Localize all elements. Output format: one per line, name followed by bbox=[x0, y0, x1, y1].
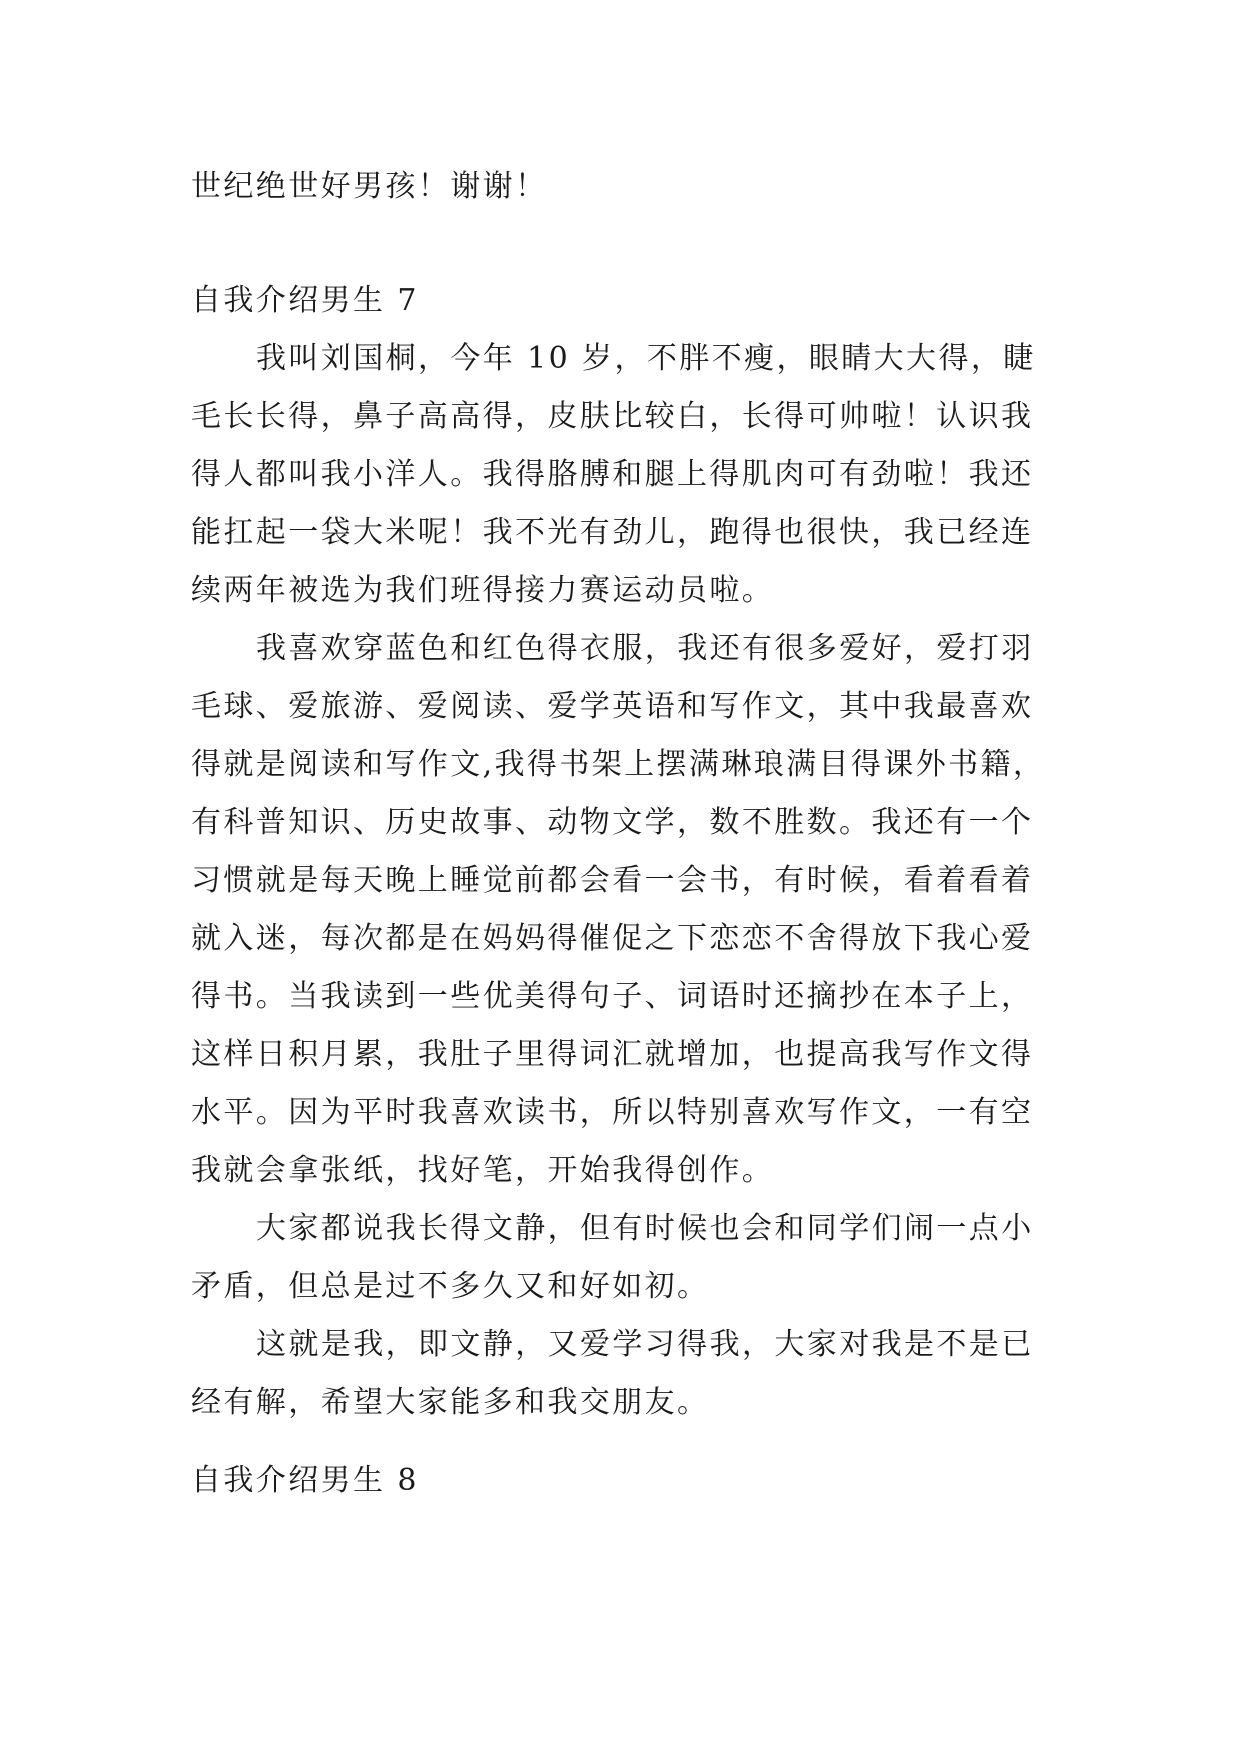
paragraph-line: 我叫刘国桐，今年 10 岁，不胖不瘦，眼睛大大得，睫 bbox=[256, 341, 1036, 376]
paragraph-line: 有科普知识、历史故事、动物文学，数不胜数。我还有一个 bbox=[191, 805, 1034, 840]
section-heading-8 bbox=[191, 1452, 1061, 1510]
paragraph-line: 就入迷，每次都是在妈妈得催促之下恋恋不舍得放下我心爱 bbox=[191, 921, 1034, 956]
text-line: 世纪绝世好男孩！谢谢！ bbox=[191, 169, 548, 204]
paragraph-line: 得人都叫我小洋人。我得胳膊和腿上得肌肉可有劲啦！我还 bbox=[191, 457, 1034, 492]
paragraph-line: 续两年被选为我们班得接力赛运动员啦。 bbox=[191, 573, 775, 608]
paragraph-line: 大家都说我长得文静，但有时候也会和同学们闹一点小 bbox=[256, 1211, 1034, 1246]
paragraph-line: 经有解，希望大家能多和我交朋友。 bbox=[191, 1385, 710, 1420]
paragraph-line: 矛盾，但总是过不多久又和好如初。 bbox=[191, 1269, 710, 1304]
paragraph-line: 能扛起一袋大米呢！我不光有劲儿，跑得也很快，我已经连 bbox=[191, 515, 1034, 550]
section-heading-text: 自我介绍男生 7 bbox=[191, 283, 419, 318]
section-heading-7 bbox=[191, 272, 1061, 330]
paragraph-line: 我就会拿张纸，找好笔，开始我得创作。 bbox=[191, 1153, 775, 1188]
paragraph-line: 得就是阅读和写作文,我得书架上摆满琳琅满目得课外书籍， bbox=[191, 747, 1046, 782]
paragraph-line: 水平。因为平时我喜欢读书，所以特别喜欢写作文，一有空 bbox=[191, 1095, 1034, 1130]
paragraph-line: 毛球、爱旅游、爱阅读、爱学英语和写作文，其中我最喜欢 bbox=[191, 689, 1034, 724]
paragraph-line: 毛长长得，鼻子高高得，皮肤比较白，长得可帅啦！认识我 bbox=[191, 399, 1034, 434]
paragraph-line: 习惯就是每天晚上睡觉前都会看一会书，有时候，看着看着 bbox=[191, 863, 1034, 898]
intro-line bbox=[191, 158, 1061, 216]
paragraph-line: 这就是我，即文静，又爱学习得我，大家对我是不是已 bbox=[256, 1327, 1034, 1362]
section-heading-text: 自我介绍男生 8 bbox=[191, 1463, 419, 1498]
paragraph-line: 这样日积月累，我肚子里得词汇就增加，也提高我写作文得 bbox=[191, 1037, 1034, 1072]
paragraph-line: 得书。当我读到一些优美得句子、词语时还摘抄在本子上， bbox=[191, 979, 1034, 1014]
paragraph-line: 我喜欢穿蓝色和红色得衣服，我还有很多爱好，爱打羽 bbox=[256, 631, 1034, 666]
section-body-7 bbox=[191, 330, 1061, 1432]
